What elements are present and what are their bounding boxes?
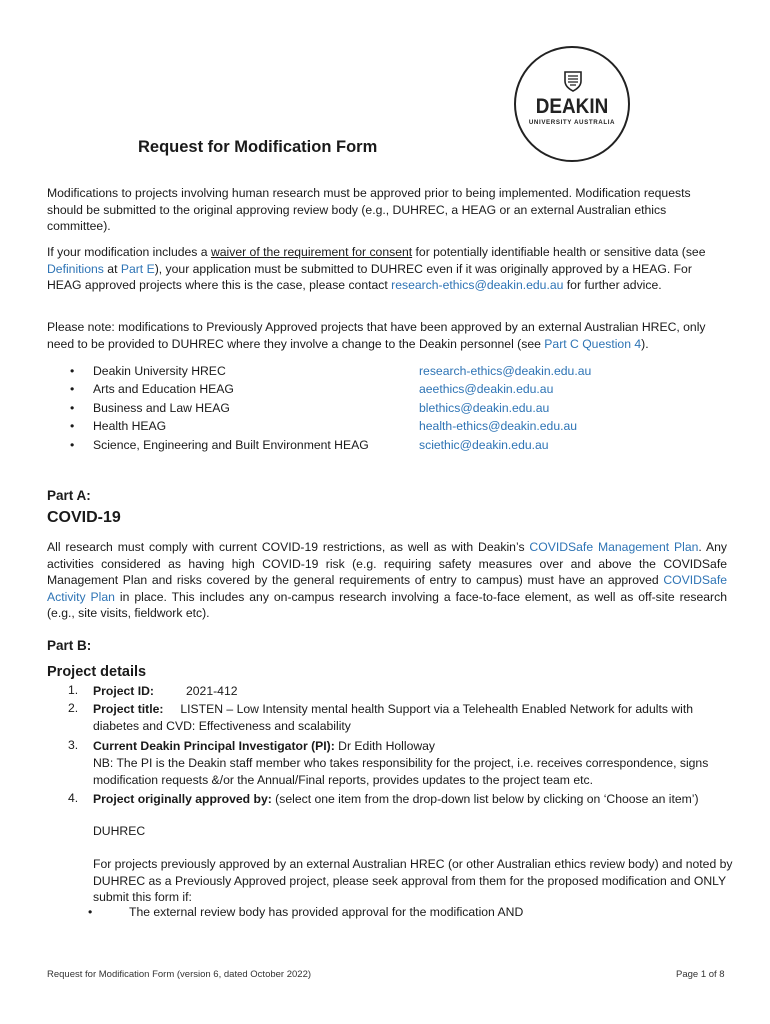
bullet: • <box>70 364 75 378</box>
list-item <box>47 417 737 435</box>
text: for further advice. <box>563 278 662 292</box>
project-title-value[interactable]: LISTEN – Low Intensity mental health Support via a Telehealth Enabled Network for adults with diabetes and CVD: Effectiveness and scalability <box>93 702 693 733</box>
covid-paragraph <box>47 539 727 622</box>
pi-value[interactable]: Dr Edith Holloway <box>334 739 436 753</box>
committee-email-link[interactable]: research-ethics@deakin.edu.au <box>419 364 592 378</box>
project-id-label: Project ID: <box>93 684 154 698</box>
project-id-row <box>93 683 733 700</box>
committee-name: Health HEAG <box>93 419 167 434</box>
part-b-label: Part B: <box>47 638 92 653</box>
pi-note: NB: The PI is the Deakin staff member who takes responsibility for the project, i.e. receives correspondence, signs modification requests &/or the Annual/Final reports, provides updates to the project team etc. <box>93 756 709 787</box>
logo-subtitle: UNIVERSITY AUSTRALIA <box>528 119 616 126</box>
bullet: • <box>70 382 75 397</box>
text: ), your application must be submitted to DUHREC even if it was originally approved by a HEAG. For HEAG approved projects where this is the case, please contact <box>47 261 692 292</box>
list-item <box>47 362 737 380</box>
deakin-logo <box>514 46 630 162</box>
part-a-label: Part A: <box>47 488 91 503</box>
list-item <box>47 399 737 417</box>
committee-email-link[interactable]: health-ethics@deakin.edu.au <box>419 419 578 434</box>
committee-email-link[interactable]: blethics@deakin.edu.au <box>419 400 550 415</box>
definitions-link[interactable]: Definitions <box>47 261 104 276</box>
logo-wordmark: DEAKIN <box>535 95 609 118</box>
list-item <box>47 380 737 398</box>
item-number: 2. <box>68 701 79 715</box>
waiver-consent-link[interactable]: waiver of the requirement for consent <box>210 245 413 259</box>
part-b-heading: Project details <box>47 664 147 680</box>
item-number: 1. <box>68 683 79 697</box>
bullet: • <box>70 437 75 452</box>
intro-paragraph-1: Modifications to projects involving human research must be approved prior to being implemented. Modification requests should be submitted to the original approving review body (e.g., DUHREC, a HEAG or an external Australian ethics committee). <box>47 186 691 233</box>
approved-by-row <box>93 791 733 808</box>
project-title-label: Project title: <box>93 702 164 716</box>
committee-email-link[interactable]: sciethic@deakin.edu.au <box>419 437 549 452</box>
pi-label: Current Deakin Principal Investigator (PI): <box>93 739 335 753</box>
covidsafe-management-plan-link[interactable]: COVIDSafe Management Plan <box>529 540 699 554</box>
committee-email-link[interactable]: aeethics@deakin.edu.au <box>419 382 554 397</box>
committee-name: Business and Law HEAG <box>93 400 230 415</box>
bullet: • <box>70 419 75 434</box>
committee-name: Arts and Education HEAG <box>93 382 234 397</box>
text: All research must comply with current COVID-19 restrictions, as well as with Deakin’s <box>47 540 530 554</box>
text: . Any activities considered as having high COVID-19 risk (e.g. requiring safety measures over and above the COVIDSafe Management Plan and risks covered by the general requirements of entry to campus) must have an approved <box>47 540 727 587</box>
covidsafe-activity-plan-link[interactable]: COVIDSafe Activity Plan <box>47 573 727 604</box>
part-a-heading: COVID-19 <box>47 509 121 526</box>
deakin-shield-icon <box>562 70 584 92</box>
text: in place. This includes any on-campus research involving a face-to-face element, as well as off-site research (e.g., site visits, fieldwork etc). <box>47 589 727 620</box>
part-e-link[interactable]: Part E <box>120 261 155 276</box>
project-id-value[interactable]: 2021-412 <box>186 684 238 698</box>
approved-by-label: Project originally approved by: <box>93 792 272 806</box>
external-approval-condition: The external review body has provided approval for the modification AND <box>129 905 524 919</box>
bullet: • <box>88 905 93 919</box>
committee-list <box>47 362 737 454</box>
footer-page-number: Page 1 of 8 <box>676 969 725 980</box>
page-title: Request for Modification Form <box>138 138 378 156</box>
research-ethics-email-link[interactable]: research-ethics@deakin.edu.au <box>391 278 564 292</box>
external-hrec-paragraph: For projects previously approved by an external Australian HREC (or other Australian ethics review body) and noted by DUHREC as a Previously Approved project, please seek approval from them for the proposed modification and ONLY submit this form if: <box>93 857 733 904</box>
text: If your modification includes a <box>47 245 211 259</box>
approved-by-dropdown[interactable]: DUHREC <box>93 824 146 838</box>
text: ). <box>641 336 649 351</box>
committee-name: Science, Engineering and Built Environment HEAG <box>93 437 369 452</box>
list-item <box>47 436 737 454</box>
item-number: 4. <box>68 791 79 805</box>
project-title-row <box>93 701 733 734</box>
intro-paragraph-2 <box>47 244 727 294</box>
text: for potentially identifiable health or sensitive data (see <box>412 245 706 259</box>
committee-name: Deakin University HREC <box>93 364 226 378</box>
intro-paragraph-3 <box>47 319 727 352</box>
item-number: 3. <box>68 738 79 752</box>
footer-form-version: Request for Modification Form (version 6, dated October 2022) <box>47 969 312 980</box>
text: at <box>103 261 121 276</box>
principal-investigator-row <box>93 738 733 755</box>
part-c-question-4-link[interactable]: Part C Question 4 <box>544 336 642 351</box>
approved-by-instruction: (select one item from the drop-down list below by clicking on ‘Choose an item’) <box>271 792 699 806</box>
text: Please note: modifications to Previously Approved projects that have been approved by an external Australian HREC, only need to be provided to DUHREC where they involve a change to the Deakin personnel (see <box>47 320 706 351</box>
bullet: • <box>70 400 75 415</box>
